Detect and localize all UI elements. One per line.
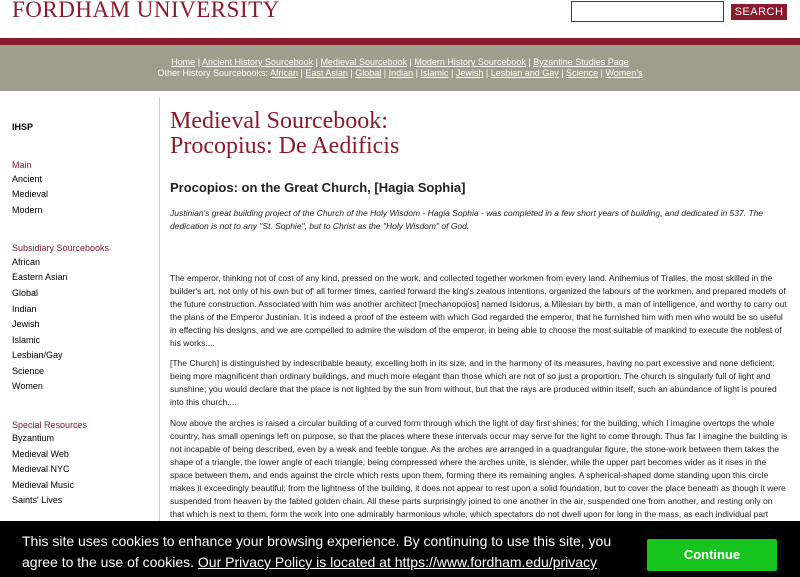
sidebar-item-jewish[interactable]: Jewish (12, 319, 40, 329)
search-button[interactable]: SEARCH (731, 4, 787, 20)
sidebar-item-saints-lives[interactable]: Saints' Lives (12, 495, 63, 505)
search-input[interactable] (571, 1, 724, 22)
sidebar-item-medieval-music[interactable]: Medieval Music (12, 480, 75, 490)
sidebar-item-lesbian-gay[interactable]: Lesbian/Gay (12, 350, 63, 360)
nav-link-ancient[interactable]: Ancient History Sourcebook (202, 57, 314, 67)
sidebar-item-eastern-asian[interactable]: Eastern Asian (12, 272, 68, 282)
sidebar-item-medieval-web[interactable]: Medieval Web (12, 449, 69, 459)
sidebar-item-indian[interactable]: Indian (12, 304, 37, 314)
privacy-policy-link[interactable]: Our Privacy Policy is located at https://www.fordham.edu/privacy (197, 554, 598, 570)
sidebar-item-women[interactable]: Women (12, 381, 43, 391)
sidebar-item-science[interactable]: Science (12, 366, 45, 376)
sourcebook-nav (0, 57, 800, 79)
sidebar-heading-main: Main (12, 160, 32, 170)
nav-link-jewish[interactable]: Jewish (455, 68, 484, 78)
nav-link-womens[interactable]: Women's (605, 68, 643, 78)
cookie-banner (0, 521, 800, 577)
nav-link-medieval[interactable]: Medieval Sourcebook (320, 57, 407, 67)
nav-link-islamic[interactable]: Islamic (420, 68, 449, 78)
document-paragraph-3: Now above the arches is raised a circular building of a curved form through which the light of day first shines; for the building, which I imagine overtops the whole country, has small openings left on purpose, so that the places where these intervals occur may serve for the light to come through. Thus far I imagine the building is not incapable of being described, even by a weak and feeble tongue. As the arches are arranged in a quadrangular figure, the stone-work between them takes the shape of a triangle, the lower angle of each triangle, being compressed where the arches unite, is slender, while the upper part becomes wider as it rises in the space between them, and ends against the circle which rests upon them, forming there its remaining angles. A spherical-shaped dome standing upon this circle makes it exceedingly beautiful; from the lightness of the building, it does not appear to rest upon a solid foundation, but to cover the place beneath as though it were suspended from heaven by the fabled golden chain. All these parts surprisingly joined to one another in the air, suspended one from another, and resting only on that which is next to them, form the work into one admirably harmonious whole, which spectators do not dwell upon for long in the mass, as each individual part (170, 418, 788, 519)
sidebar (0, 97, 160, 577)
sidebar-item-global[interactable]: Global (12, 288, 39, 298)
nav-link-modern[interactable]: Modern History Sourcebook (414, 57, 526, 67)
document-paragraph-2: [The Church] is distinguished by indescribable beauty, excelling both in its size, and in the harmony of its measures, having no part excessive and none deficient; being more magnificent than ordinary buildings, and much more elegant than those which are not of so just a proportion. The church is singularly full of light and sunshine; you would declare that the place is not lighted by the sun from without, but that the rays are produced within itself, such an abundance of light is poured into this church.... (170, 358, 777, 407)
page-title: Medieval Sourcebook: Procopius: De Aedificis (170, 108, 400, 159)
sidebar-item-medieval-nyc[interactable]: Medieval NYC (12, 464, 70, 474)
document-intro: Justinian's great building project of the Church of the Holy Wisdom - Hagia Sophia - was completed in a few short years of building, and dedicated in 537. The dedication is not to any "St. Sophie", but to Christ as the "Holy Wisdom" of God. (170, 208, 764, 231)
nav-link-global[interactable]: Global (355, 68, 382, 78)
sidebar-item-byzantium[interactable]: Byzantium (12, 433, 55, 443)
nav-link-indian[interactable]: Indian (388, 68, 414, 78)
sidebar-item-african[interactable]: African (12, 257, 41, 267)
sidebar-item-ancient[interactable]: Ancient (12, 174, 43, 184)
sidebar-item-modern[interactable]: Modern (12, 205, 43, 215)
header-divider (0, 38, 800, 45)
header-bar (0, 0, 800, 38)
nav-link-african[interactable]: African (270, 68, 299, 78)
cookie-message: This site uses cookies to enhance your browsing experience. By continuing to use this site, you agree to the use of cookies. Our Privacy Policy is located at https://www.fordham.edu/privacy (22, 533, 612, 570)
nav-row-main: Home | Ancient History Sourcebook | Medieval Sourcebook | Modern History Sourcebook | Byzantine Studies Page (171, 57, 629, 67)
document-subtitle: Procopios: on the Great Church, [Hagia Sophia] (170, 180, 466, 195)
cookie-continue-button[interactable]: Continue (647, 539, 777, 571)
nav-link-lesbian-gay[interactable]: Lesbian and Gay (490, 68, 559, 78)
nav-link-science[interactable]: Science (566, 68, 599, 78)
sidebar-item-islamic[interactable]: Islamic (12, 335, 41, 345)
nav-link-byzantine[interactable]: Byzantine Studies Page (533, 57, 629, 67)
sidebar-heading-special: Special Resources (12, 420, 88, 430)
document-paragraph-1: The emperor, thinking not of cost of any kind, pressed on the work, and collected together workmen from every land. Anthemius of Tralles, the most skilled in the builder's art, not only of his own but of' all former times, carried forward the king's zealous intentions, organized the labours of the workmen, and prepared models of the future construction. Associated with him was another architect [mechanopoios] named Isidorus, a Milesian by birth, a man of intelligence, and worthy to carry out the plans of the Emperor Justinian. It is indeed a proof of the esteem with which God regarded the emperor, that he furnished him with men who would be so useful in effecting his designs, and we are compelled to admire the wisdom of the emperor, in being able to choose the most suitable of mankind to execute the noblest of his works.... (170, 273, 787, 348)
nav-row-other: Other History Sourcebooks: African | East Asian | Global | Indian | Islamic | Jewish | Lesbian and Gay | Science | Women's (157, 68, 643, 78)
nav-other-label: Other History Sourcebooks: (157, 68, 270, 78)
sidebar-ihsp[interactable]: IHSP (12, 122, 34, 132)
nav-link-home[interactable]: Home (171, 57, 196, 67)
nav-link-east-asian[interactable]: East Asian (305, 68, 348, 78)
sidebar-heading-subsidiary: Subsidiary Sourcebooks (12, 243, 110, 253)
sidebar-item-medieval[interactable]: Medieval (12, 189, 49, 199)
site-logo[interactable]: FORDHAM UNIVERSITY (12, 0, 280, 22)
